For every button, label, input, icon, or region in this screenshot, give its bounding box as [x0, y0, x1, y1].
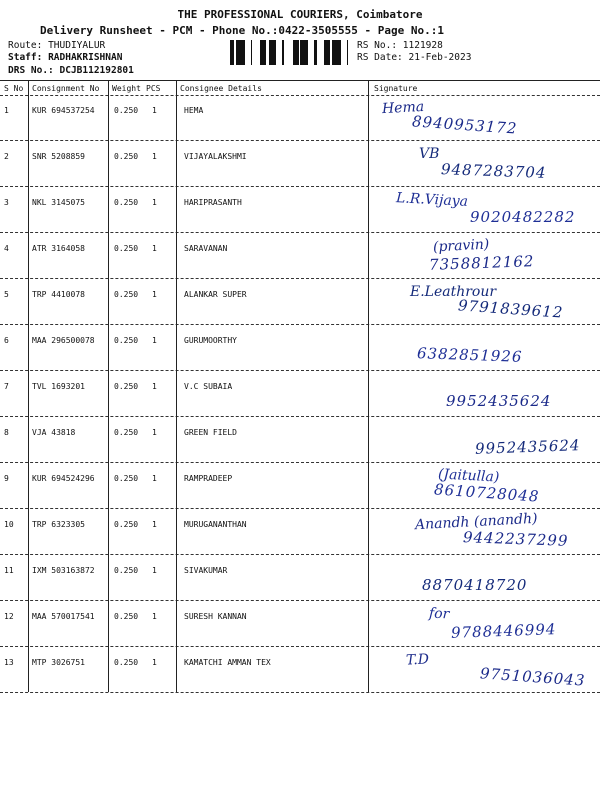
signature-cell	[372, 324, 598, 370]
cell-pcs: 1	[152, 658, 157, 667]
cell-consignment: MTP 3026751	[32, 658, 85, 667]
table-row	[0, 416, 600, 463]
runsheet-subtitle: Delivery Runsheet - PCM - Phone No.:0422-3505555 - Page No.:1	[40, 24, 444, 37]
rs-no-line	[357, 40, 443, 51]
cell-weight: 0.250	[114, 520, 139, 529]
route-line	[8, 40, 105, 51]
signature-phone: 8940953172	[411, 112, 518, 138]
cell-weight: 0.250	[114, 106, 139, 115]
route-label: Route:	[8, 40, 43, 51]
signature-text: Anandh (anandh)	[414, 510, 538, 534]
table-row	[0, 94, 600, 141]
cell-consignee: HARIPRASANTH	[184, 198, 242, 207]
table-row	[0, 646, 600, 693]
cell-sno: 10	[4, 520, 14, 529]
cell-consignment: TRP 4410078	[32, 290, 85, 299]
col-consignee: Consignee Details	[180, 84, 262, 93]
cell-weight: 0.250	[114, 428, 139, 437]
signature-text: (Jaitulla)	[437, 466, 500, 486]
cell-sno: 9	[4, 474, 9, 483]
signature-cell	[372, 186, 598, 232]
signature-text: L.R.Vijaya	[395, 190, 469, 210]
cell-pcs: 1	[152, 336, 157, 345]
route-value: THUDIYALUR	[48, 40, 106, 51]
signature-cell	[372, 370, 598, 416]
signature-phone: 9020482282	[470, 208, 576, 226]
signature-cell	[372, 278, 598, 324]
cell-consignment: IXM 503163872	[32, 566, 95, 575]
table-row	[0, 508, 600, 555]
col-consignment: Consignment No	[32, 84, 100, 93]
signature-phone: 6382851926	[416, 344, 523, 366]
cell-sno: 1	[4, 106, 9, 115]
signature-phone: 9788446994	[450, 620, 557, 642]
cell-sno: 5	[4, 290, 9, 299]
cell-sno: 4	[4, 244, 9, 253]
table-row	[0, 324, 600, 371]
cell-pcs: 1	[152, 428, 157, 437]
cell-pcs: 1	[152, 152, 157, 161]
cell-consignment: MAA 296500078	[32, 336, 95, 345]
runsheet-title: THE PROFESSIONAL COURIERS, Coimbatore	[177, 8, 423, 21]
signature-cell	[372, 232, 598, 278]
cell-pcs: 1	[152, 244, 157, 253]
cell-consignment: KUR 694537254	[32, 106, 95, 115]
rs-date-value: 21-Feb-2023	[408, 52, 472, 63]
cell-consignee: SURESH KANNAN	[184, 612, 247, 621]
drs-label: DRS No.:	[8, 65, 54, 76]
signature-text: VB	[419, 146, 440, 162]
cell-pcs: 1	[152, 474, 157, 483]
signature-text: Hema	[381, 98, 425, 118]
signature-cell	[372, 600, 598, 646]
cell-sno: 13	[4, 658, 14, 667]
drs-line	[8, 65, 134, 76]
signature-phone: 9952435624	[446, 392, 552, 410]
signature-phone: 9442237299	[462, 528, 569, 550]
cell-pcs: 1	[152, 382, 157, 391]
cell-consignment: SNR 5208859	[32, 152, 85, 161]
rs-date-line	[357, 52, 471, 63]
col-weight: Weight	[112, 84, 141, 93]
signature-phone: 9487283704	[440, 160, 547, 182]
cell-consignee: ALANKAR SUPER	[184, 290, 247, 299]
signature-text: T.D	[405, 651, 430, 669]
signature-cell	[372, 554, 598, 600]
table-row	[0, 554, 600, 601]
cell-pcs: 1	[152, 520, 157, 529]
cell-sno: 11	[4, 566, 14, 575]
cell-weight: 0.250	[114, 382, 139, 391]
signature-phone: 9751036043	[479, 664, 586, 690]
cell-consignment: TVL 1693201	[32, 382, 85, 391]
cell-consignment: NKL 3145075	[32, 198, 85, 207]
cell-consignment: ATR 3164058	[32, 244, 85, 253]
rs-no-label: RS No.:	[357, 40, 398, 51]
column-divider	[368, 80, 369, 692]
cell-pcs: 1	[152, 290, 157, 299]
column-divider	[108, 80, 109, 692]
table-row	[0, 370, 600, 417]
signature-phone: 9952435624	[474, 436, 581, 458]
cell-consignee: RAMPRADEEP	[184, 474, 233, 483]
cell-consignee: SARAVANAN	[184, 244, 228, 253]
cell-sno: 8	[4, 428, 9, 437]
cell-weight: 0.250	[114, 612, 139, 621]
signature-text: (pravin)	[432, 236, 490, 256]
cell-pcs: 1	[152, 566, 157, 575]
cell-weight: 0.250	[114, 474, 139, 483]
signature-text: E.Leathrour	[410, 284, 497, 300]
cell-consignee: MURUGANANTHAN	[184, 520, 247, 529]
cell-consignee: HEMA	[184, 106, 204, 115]
table-row	[0, 186, 600, 233]
signature-phone: 8610728048	[433, 480, 540, 506]
staff-line	[8, 52, 122, 63]
signature-phone: 7358812162	[428, 252, 535, 274]
signature-cell	[372, 462, 598, 508]
cell-sno: 12	[4, 612, 14, 621]
column-divider	[28, 80, 29, 692]
cell-weight: 0.250	[114, 152, 139, 161]
staff-value: RADHAKRISHNAN	[48, 52, 123, 63]
col-signature: Signature	[374, 84, 418, 93]
signature-cell	[372, 416, 598, 462]
signature-cell	[372, 94, 598, 140]
col-pcs: PCS	[146, 84, 161, 93]
drs-value: DCJB112192801	[59, 65, 134, 76]
signature-text: for	[428, 605, 450, 623]
cell-consignment: TRP 6323305	[32, 520, 85, 529]
cell-consignment: MAA 570017541	[32, 612, 95, 621]
cell-consignee: KAMATCHI AMMAN TEX	[184, 658, 271, 667]
staff-label: Staff:	[8, 52, 43, 63]
cell-weight: 0.250	[114, 658, 139, 667]
cell-consignment: VJA 43818	[32, 428, 76, 437]
cell-consignee: VIJAYALAKSHMI	[184, 152, 247, 161]
cell-consignment: KUR 694524296	[32, 474, 95, 483]
table-row	[0, 232, 600, 279]
col-sno: S No	[4, 84, 24, 93]
barcode-image	[230, 40, 348, 65]
cell-weight: 0.250	[114, 336, 139, 345]
signature-cell	[372, 140, 598, 186]
table-row	[0, 278, 600, 325]
cell-pcs: 1	[152, 106, 157, 115]
signature-phone: 9791839612	[457, 296, 564, 322]
rs-date-label: RS Date:	[357, 52, 403, 63]
cell-consignee: GREEN FIELD	[184, 428, 237, 437]
cell-weight: 0.250	[114, 198, 139, 207]
cell-sno: 2	[4, 152, 9, 161]
signature-cell	[372, 508, 598, 554]
cell-consignee: GURUMOORTHY	[184, 336, 237, 345]
cell-weight: 0.250	[114, 566, 139, 575]
cell-pcs: 1	[152, 612, 157, 621]
table-row	[0, 140, 600, 187]
signature-phone: 8870418720	[422, 576, 528, 594]
rs-no-value: 1121928	[402, 40, 443, 51]
table-row	[0, 462, 600, 509]
cell-sno: 3	[4, 198, 9, 207]
cell-weight: 0.250	[114, 244, 139, 253]
cell-pcs: 1	[152, 198, 157, 207]
column-divider	[176, 80, 177, 692]
cell-consignee: SIVAKUMAR	[184, 566, 228, 575]
signature-cell	[372, 646, 598, 692]
table-row	[0, 600, 600, 647]
cell-consignee: V.C SUBAIA	[184, 382, 233, 391]
cell-sno: 6	[4, 336, 9, 345]
cell-weight: 0.250	[114, 290, 139, 299]
cell-sno: 7	[4, 382, 9, 391]
